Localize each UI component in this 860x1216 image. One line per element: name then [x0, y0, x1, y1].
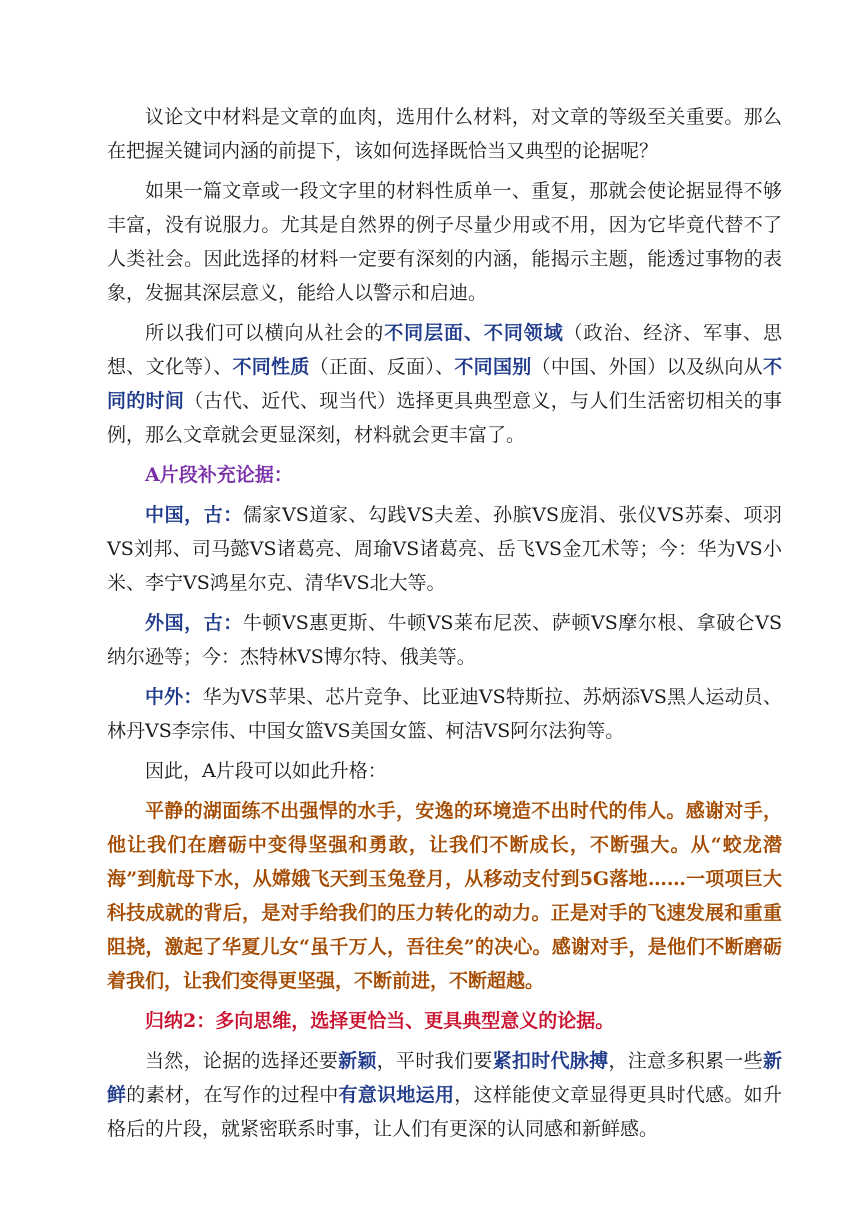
- highlight-country: 不同国别: [454, 356, 532, 378]
- dimensions-text-3: （正面、反面）、: [309, 356, 455, 378]
- supplement-heading: A片段补充论据：: [145, 464, 293, 486]
- cross-label: 中外：: [145, 686, 203, 708]
- highlight-novel: 新颖: [338, 1050, 377, 1072]
- china-text: 儒家VS道家、勾践VS夫差、孙膑VS庞涓、张仪VS苏秦、项羽VS刘邦、司马懿VS诸葛亮、周瑜VS诸葛亮、岳飞VS金兀术等；今：华为VS小米、李宁VS鸿星尔克、清华VS北大等。: [107, 504, 782, 594]
- highlight-nature: 不同性质: [232, 356, 310, 378]
- closing-text-2: ，平时我们要: [376, 1050, 493, 1072]
- foreign-examples: [107, 606, 782, 674]
- closing-paragraph: [107, 1044, 782, 1146]
- foreign-text: 牛顿VS惠更斯、牛顿VS莱布尼茨、萨顿VS摩尔根、拿破仑VS纳尔逊等；今：杰特林VS博尔特、俄美等。: [107, 612, 782, 668]
- dimensions-text-2: （政治、经济、军事、思想、文化等）、: [107, 322, 782, 378]
- china-examples: [107, 498, 782, 600]
- cross-examples: [107, 680, 782, 748]
- china-label: 中国，古：: [145, 504, 243, 526]
- highlight-time: 不同的时间: [107, 356, 782, 412]
- cross-text: 华为VS苹果、芯片竞争、比亚迪VS特斯拉、苏炳添VS黑人运动员、林丹VS李宗伟、中国女篮VS美国女篮、柯洁VS阿尔法狗等。: [107, 686, 782, 742]
- highlight-fresh: 新鲜: [107, 1050, 782, 1106]
- closing-text-4: 的素材，在写作的过程中: [126, 1084, 339, 1106]
- summary-heading: 归纳2：多向思维，选择更恰当、更具典型意义的论据。: [145, 1010, 615, 1032]
- upgraded-passage: 平静的湖面练不出强悍的水手，安逸的环境造不出时代的伟人。感谢对手，他让我们在磨砺中变得坚强和勇敢，让我们不断成长，不断强大。从“蛟龙潜海”到航母下水，从嫦娥飞天到玉兔登月，从移动支付到5G落地……一项项巨大科技成就的背后，是对手给我们的压力转化的动力。正是对手的飞速发展和重重阻挠，激起了华夏儿女“虽千万人，吾往矣”的决心。感谢对手，是他们不断磨砺着我们，让我们变得更坚强，不断前进，不断超越。: [107, 800, 782, 992]
- dimensions-text-4: （中国、外国）以及纵向从: [531, 356, 763, 378]
- dimensions-paragraph: [107, 316, 782, 452]
- intro-paragraph-1: 议论文中材料是文章的血肉，选用什么材料，对文章的等级至关重要。那么在把握关键词内涵的前提下，该如何选择既恰当又典型的论据呢？: [107, 106, 782, 162]
- closing-text-5: ，这样能使文章显得更具时代感。如升格后的片段，就紧密联系时事，让人们有更深的认同感和新鲜感。: [107, 1084, 782, 1140]
- highlight-apply: 有意识地运用: [338, 1084, 455, 1106]
- highlight-pulse: 紧扣时代脉搏: [492, 1050, 609, 1072]
- closing-text-3: ，注意多积累一些: [608, 1050, 763, 1072]
- foreign-label: 外国，古：: [145, 612, 243, 634]
- highlight-levels-fields: 不同层面、不同领域: [384, 322, 564, 344]
- dimensions-text-1: 所以我们可以横向从社会的: [145, 322, 385, 344]
- intro-paragraph-2: 如果一篇文章或一段文字里的材料性质单一、重复，那就会使论据显得不够丰富，没有说服力。尤其是自然界的例子尽量少用或不用，因为它毕竟代替不了人类社会。因此选择的材料一定要有深刻的内涵，能揭示主题，能透过事物的表象，发掘其深层意义，能给人以警示和启迪。: [107, 180, 782, 304]
- closing-text-1: 当然，论据的选择还要: [145, 1050, 339, 1072]
- dimensions-text-5: （古代、近代、现当代）选择更具典型意义，与人们生活密切相关的事例，那么文章就会更显深刻，材料就会更丰富了。: [107, 390, 782, 446]
- upgrade-lead: 因此，A片段可以如此升格：: [145, 760, 387, 782]
